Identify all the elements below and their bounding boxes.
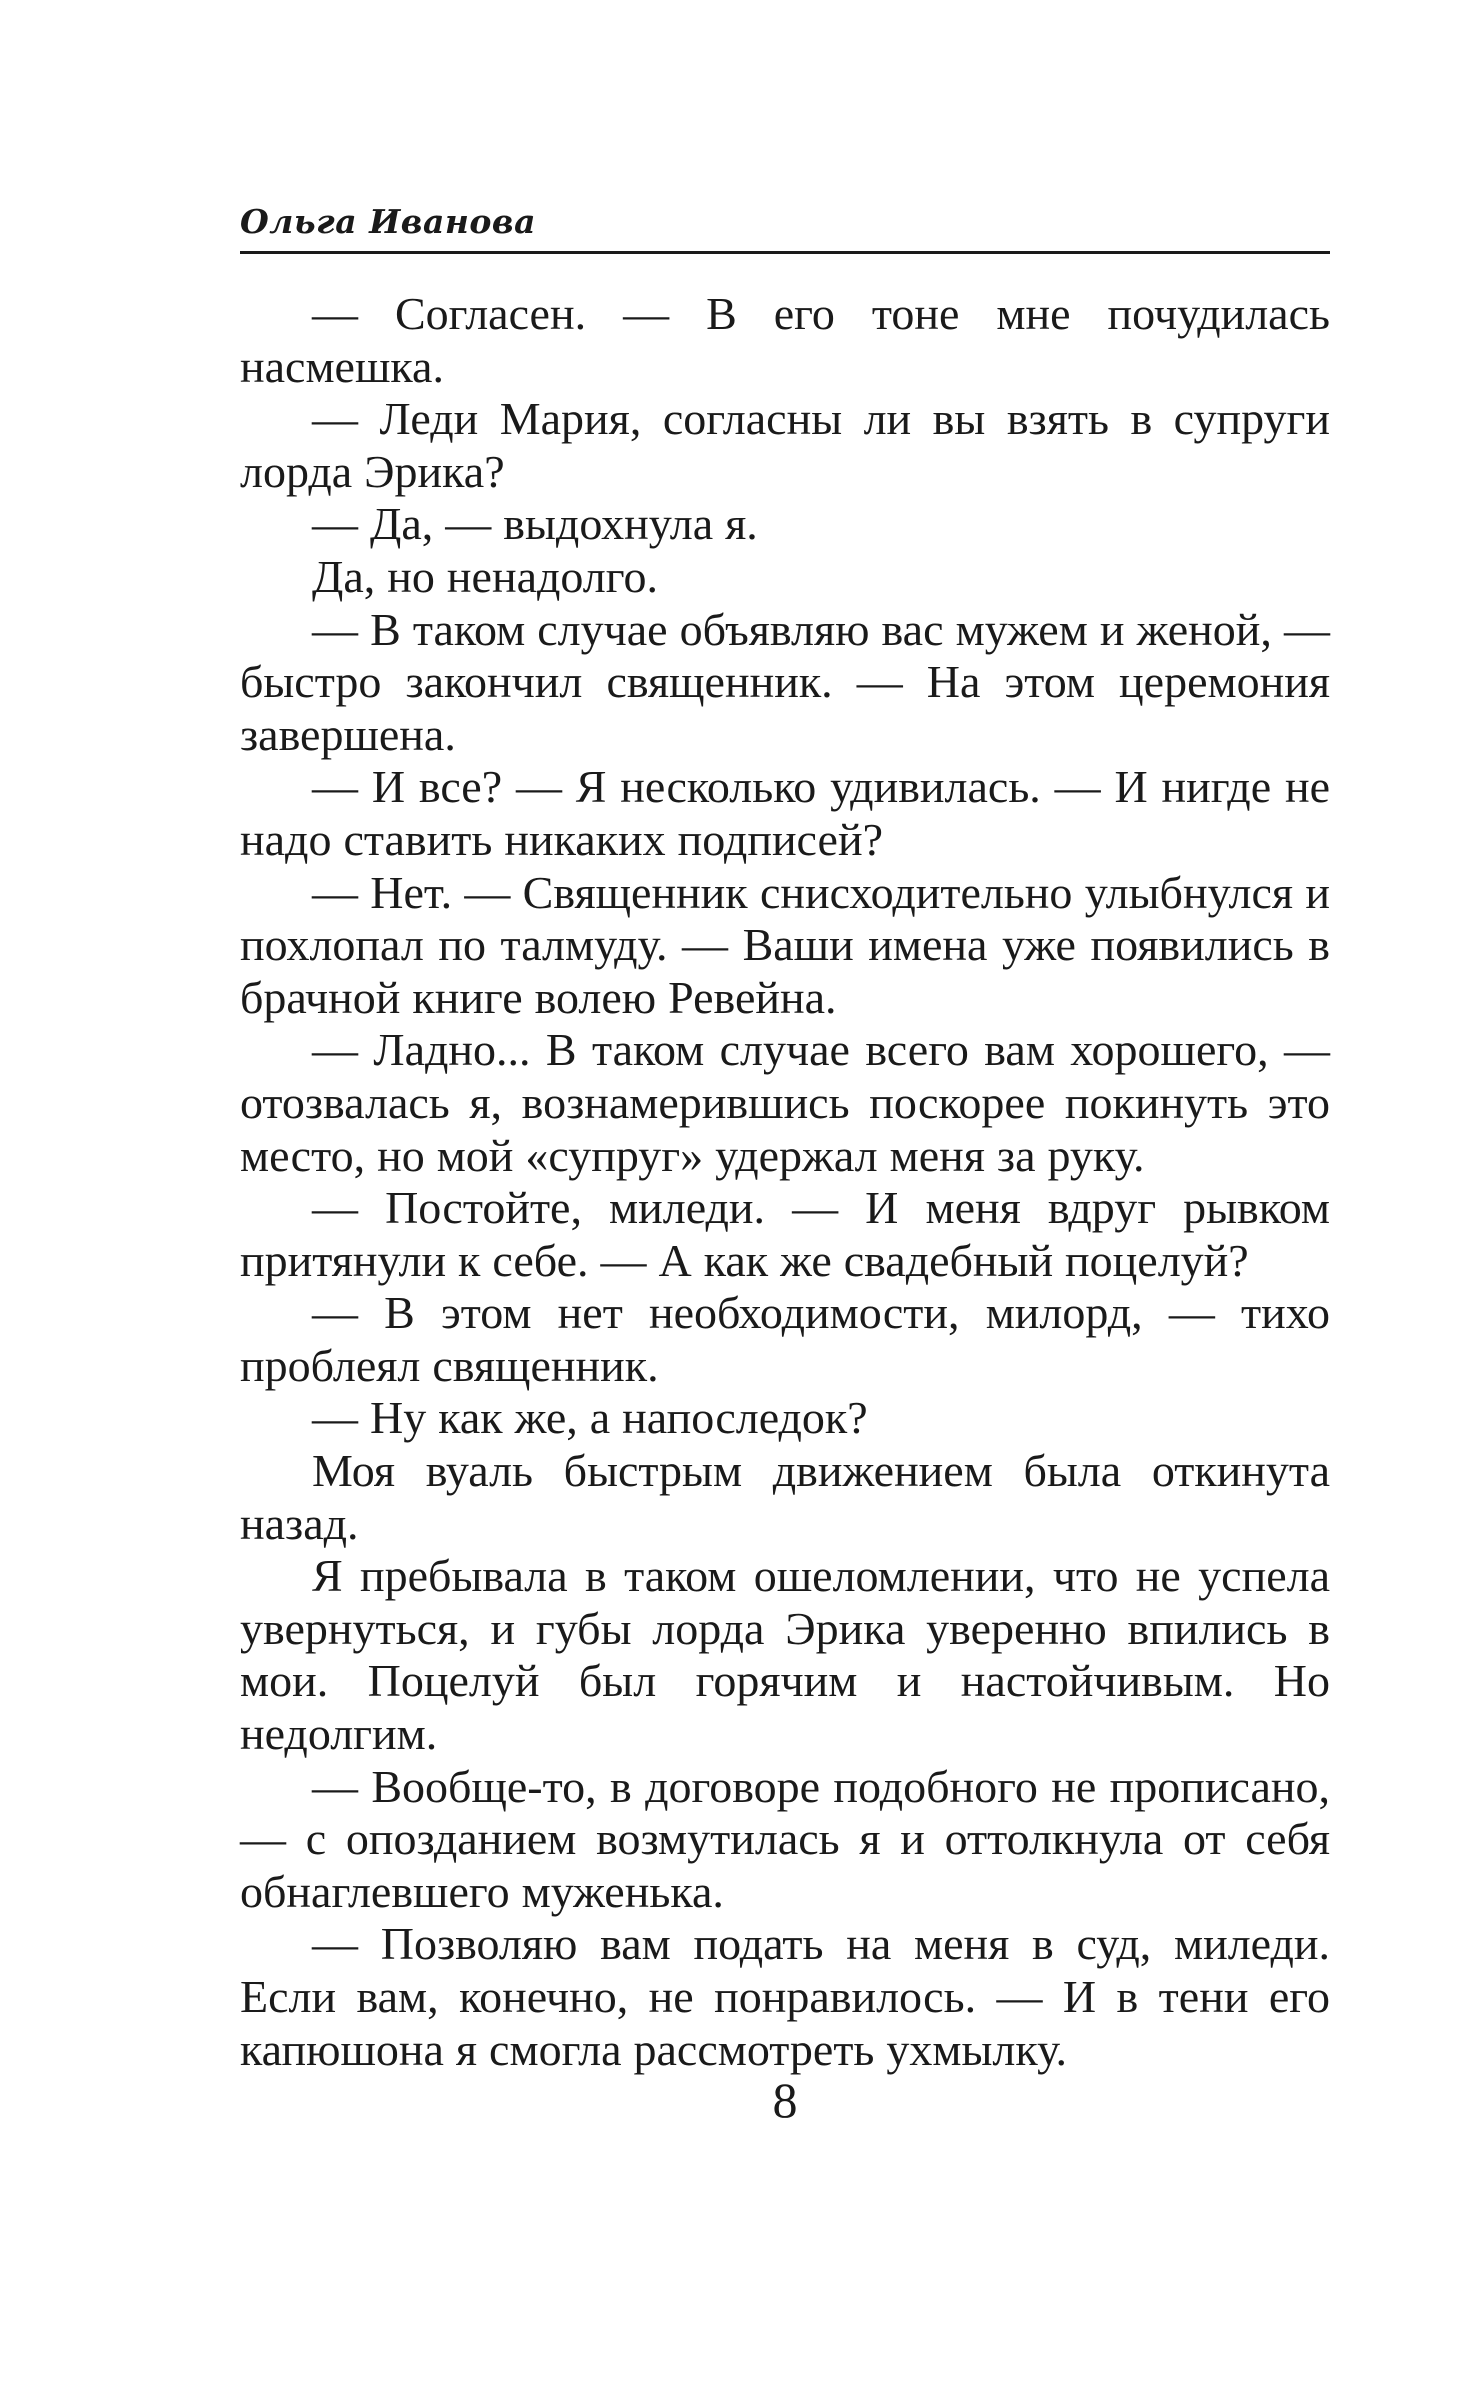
- paragraph: — Нет. — Священник снисходительно улыбнулся и похлопал по талмуду. — Ваши имена уже появились в брачной книге волею Ревейна.: [240, 866, 1330, 1023]
- body-text: [240, 288, 1330, 2076]
- paragraph: Я пребывала в таком ошеломлении, что не успела увернуться, и губы лорда Эрика уверенно впились в мои. Поцелуй был горячим и настойчивым. Но недолгим.: [240, 1550, 1330, 1760]
- paragraph: — В таком случае объявляю вас мужем и женой, — быстро закончил священник. — На этом церемония завершена.: [240, 603, 1330, 760]
- paragraph: — В этом нет необходимости, милорд, — тихо проблеял священник.: [240, 1287, 1330, 1391]
- paragraph: — Согласен. — В его тоне мне почудилась насмешка.: [240, 288, 1330, 392]
- paragraph: Да, но ненадолго.: [312, 550, 658, 602]
- paragraph: — Ну как же, а напоследок?: [312, 1392, 868, 1444]
- paragraph: Моя вуаль быстрым движением была откинута назад.: [240, 1445, 1330, 1549]
- paragraph: — И все? — Я несколько удивилась. — И нигде не надо ставить никаких подписей?: [240, 761, 1330, 865]
- paragraph: — Вообще-то, в договоре подобного не прописано, — с опозданием возмутилась я и оттолкнула от себя обнаглевшего муженька.: [240, 1760, 1330, 1917]
- paragraph: — Позволяю вам подать на меня в суд, миледи. Если вам, конечно, не понравилось. — И в тени его капюшона я смогла рассмотреть ухмылку.: [240, 1918, 1330, 2075]
- running-head: [240, 198, 1330, 254]
- paragraph: — Да, — выдохнула я.: [312, 498, 758, 550]
- author-name: Ольга Иванова: [240, 202, 536, 241]
- paragraph: — Постойте, миледи. — И меня вдруг рывком притянули к себе. — А как же свадебный поцелуй?: [240, 1182, 1330, 1286]
- paragraph: — Леди Мария, согласны ли вы взять в супруги лорда Эрика?: [240, 393, 1330, 497]
- page-number: 8: [772, 2072, 798, 2128]
- paragraph: — Ладно... В таком случае всего вам хорошего, — отозвалась я, вознамерившись поскорее покинуть это место, но мой «супруг» удержал меня за руку.: [240, 1024, 1330, 1181]
